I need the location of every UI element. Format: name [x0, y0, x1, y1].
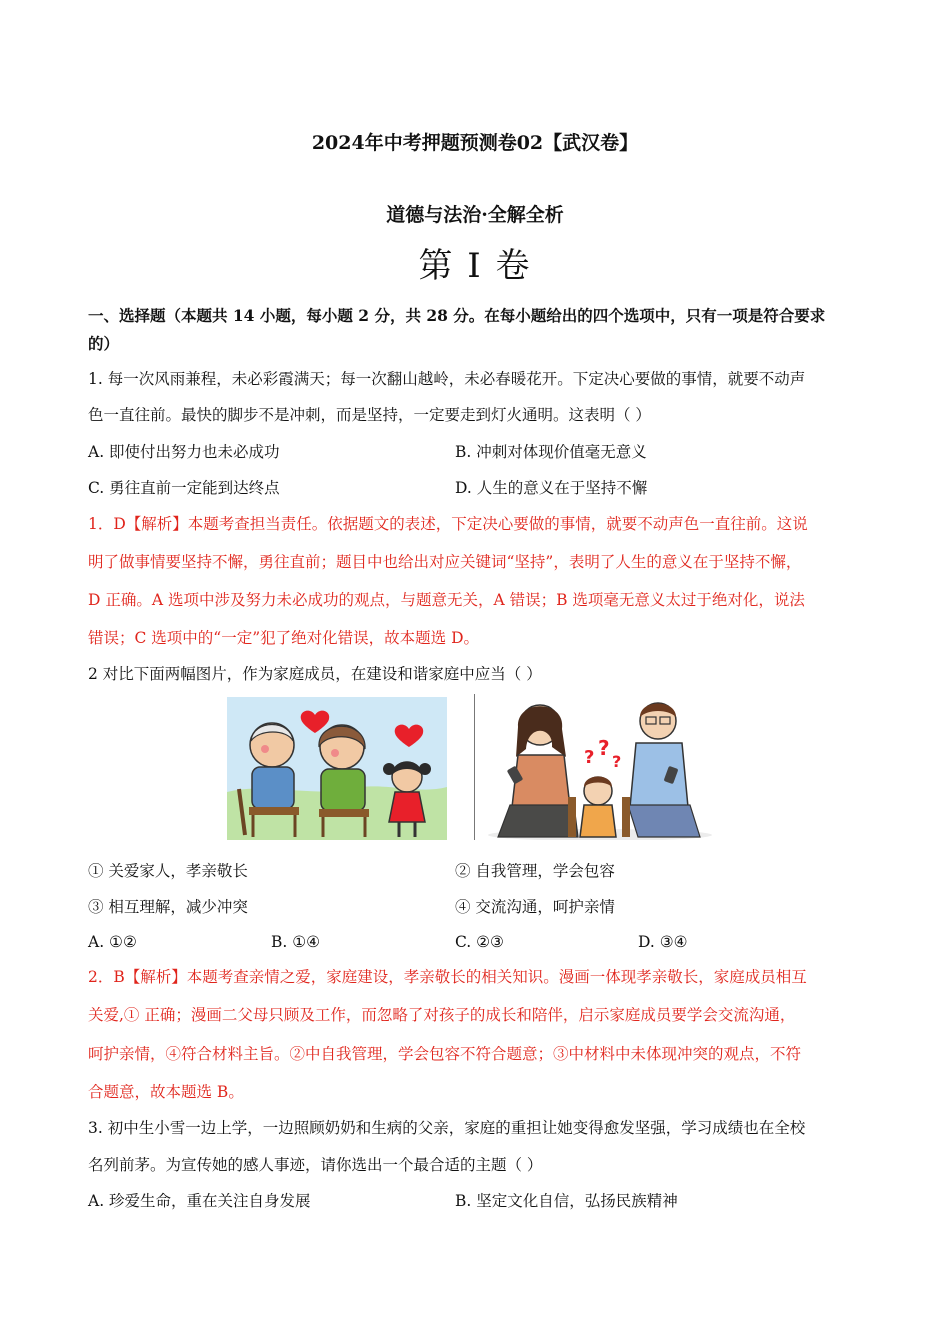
cartoon-divider: [474, 694, 475, 840]
q2-statement-4: ④ 交流沟通，呵护亲情: [455, 898, 615, 916]
q1-answer-line4: 错误；C 选项中的“一定”犯了绝对化错误，故本题选 D。: [88, 629, 479, 647]
q2-option-d: D. ③④: [638, 933, 688, 951]
q1-answer: 1．D【解析】本题考查担当责任。依据题文的表述，下定决心要做的事情，就要不动声色一直往前。这说: [88, 515, 808, 533]
svg-text:?: ?: [598, 736, 610, 760]
q3-option-b: B. 坚定文化自信，弘扬民族精神: [455, 1192, 678, 1210]
volume-heading: 第 I 卷: [418, 246, 532, 286]
q1-option-a: A. 即使付出努力也未必成功: [88, 443, 280, 461]
q1-option-c: C. 勇往直前一定能到达终点: [88, 479, 280, 497]
document-title: 2024年中考押题预测卷02【武汉卷】: [311, 132, 639, 154]
q2-answer-line3: 呵护亲情，④符合材料主旨。②中自我管理，学会包容不符合题意；③中材料中未体现冲突的观点，不符: [88, 1045, 802, 1063]
q3-option-a: A. 珍爱生命，重在关注自身发展: [88, 1192, 311, 1210]
q2-option-c: C. ②③: [455, 933, 504, 951]
q2-answer-line4: 合题意，故本题选 B。: [88, 1083, 244, 1101]
q1-option-d: D. 人生的意义在于坚持不懈: [455, 479, 648, 497]
q3-stem: 3. 初中生小雪一边上学，一边照顾奶奶和生病的父亲，家庭的重担让她变得愈发坚强，学习成绩也在全校: [88, 1119, 806, 1137]
svg-text:?: ?: [584, 747, 595, 768]
q3-stem-cont: 名列前茅。为宣传她的感人事迹，请你选出一个最合适的主题（ ）: [88, 1156, 543, 1174]
q1-stem: 1. 每一次风雨兼程，未必彩霞满天；每一次翻山越岭，未必春暖花开。下定决心要做的事情，就要不动声: [88, 370, 806, 388]
section-instructions: 一、选择题（本题共 14 小题，每小题 2 分，共 28 分。在每小题给出的四个选项中，只有一项是符合要求: [88, 306, 826, 325]
section-instructions-cont: 的）: [88, 334, 120, 353]
q1-answer-line2: 明了做事情要坚持不懈，勇往直前；题目中也给出对应关键词“坚持”，表明了人生的意义在于坚持不懈，: [88, 553, 802, 571]
q1-option-b: B. 冲刺对体现价值毫无意义: [455, 443, 647, 461]
q2-option-b: B. ①④: [271, 933, 321, 951]
q2-statement-2: ② 自我管理，学会包容: [455, 862, 615, 880]
q2-statement-1: ① 关爱家人，孝亲敬长: [88, 862, 248, 880]
q1-stem-cont: 色一直往前。最快的脚步不是冲刺，而是坚持，一定要走到灯火通明。这表明（ ）: [88, 406, 651, 424]
cartoon-family-care: [227, 697, 447, 840]
q2-stem: 2 对比下面两幅图片，作为家庭成员，在建设和谐家庭中应当（ ）: [88, 665, 542, 683]
q1-answer-line3: D 正确。A 选项中涉及努力未必成功的观点，与题意无关，A 错误；B 选项毫无意义太过于绝对化，说法: [88, 591, 805, 609]
q2-option-a: A. ①②: [88, 933, 137, 951]
cartoon-parents-phones: [488, 697, 713, 840]
svg-text:?: ?: [612, 752, 622, 771]
q2-statement-3: ③ 相互理解，减少冲突: [88, 898, 248, 916]
q2-answer-line2: 关爱,① 正确；漫画二父母只顾及工作，而忽略了对孩子的成长和陪伴，启示家庭成员要学会交流沟通，: [88, 1006, 796, 1024]
q2-answer: 2．B【解析】本题考查亲情之爱，家庭建设，孝亲敬长的相关知识。漫画一体现孝亲敬长，家庭成员相互: [88, 968, 807, 986]
document-subtitle: 道德与法治·全解全析: [386, 204, 564, 226]
